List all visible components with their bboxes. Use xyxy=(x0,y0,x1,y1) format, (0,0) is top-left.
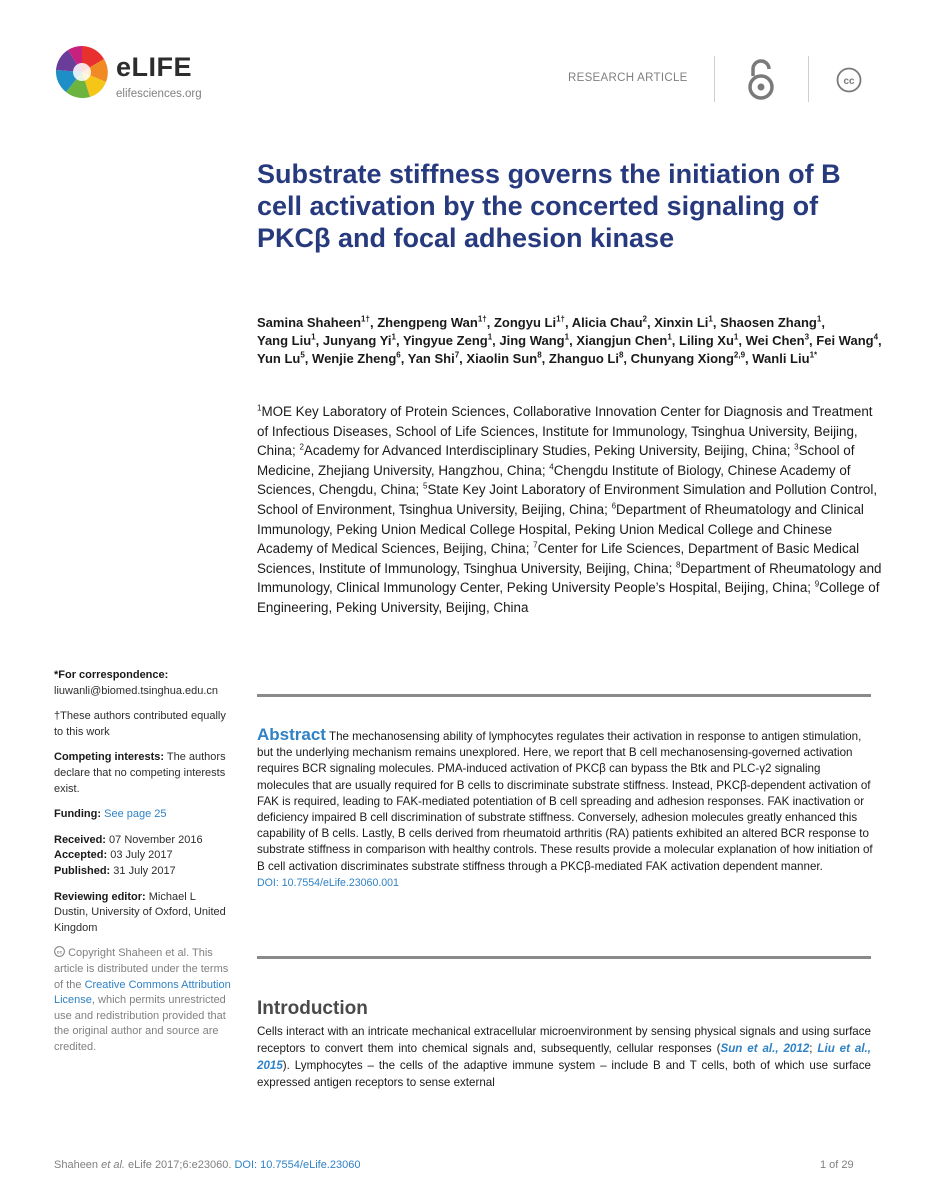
author-name[interactable]: Wenjie Zheng xyxy=(312,351,397,366)
author-affiliation-marker: 1 xyxy=(816,314,822,324)
header-divider xyxy=(808,56,809,102)
article-sidebar xyxy=(54,668,232,1065)
footer-etal: et al. xyxy=(101,1159,125,1171)
creative-commons-icon[interactable] xyxy=(836,67,862,93)
published-label: Published: xyxy=(54,864,111,877)
funding-link[interactable]: See page 25 xyxy=(104,808,167,821)
author-name[interactable]: Yang Liu xyxy=(257,333,312,348)
elife-logo[interactable] xyxy=(54,44,204,106)
abstract-doi-link[interactable]: DOI: 10.7554/eLife.23060.001 xyxy=(257,876,399,889)
affiliation-marker: 1 xyxy=(257,403,262,413)
author-name[interactable]: Samina Shaheen xyxy=(257,315,362,330)
correspondence xyxy=(54,668,232,699)
affiliation-text: School of Medicine, Zhejiang University, Hangzhou, China; xyxy=(257,443,855,478)
author-list: Samina Shaheen$^{1\dagger}$, Zhengpeng Wan$^{1\dagger}$, Zongyu $Li^{1\dagger}$, Alicia Chau$^2$, Xinxin Li$^1$, Shaosen Zhang$^1$, Yang Liu$^1$, Junyang Yi$^1$, Yingyue Zeng$^1$, Jing Wang$^1$, Xiangjun Chen$^1$, Liling Xu$^1$, Wei Chen$^3$, Fei Wang$^4$, Yun Lu$^5$, Wenjie Zheng$^6$, Yan Shi$^7$, Xiaolin Sun$^8$, Zhanguo Li$^8$, Chunyang Xiong$^{2,9}$, Wanli Liu$^{1*}$ xyxy=(257,314,882,366)
competing-interests xyxy=(54,750,232,797)
accepted-date: 03 July 2017 xyxy=(110,849,173,862)
intro-text-separator: ; xyxy=(809,1042,818,1055)
author-affiliation-marker: 1 xyxy=(564,332,570,342)
logo-name: eLIFE xyxy=(116,52,193,82)
author-affiliation-marker: 6 xyxy=(396,350,401,360)
author-name[interactable]: Wei Chen xyxy=(745,333,805,348)
author-name[interactable]: Alicia Chau xyxy=(571,315,643,330)
equal-contribution-note: †These authors contributed equally to this work xyxy=(54,710,226,738)
author-affiliation-marker: 1 xyxy=(733,332,739,342)
footer-doi-link[interactable]: DOI: 10.7554/eLife.23060 xyxy=(234,1159,361,1171)
affiliation-marker: 9 xyxy=(814,579,820,589)
affiliation-text: Academy for Advanced Interdisciplinary Studies, Peking University, Beijing, China; xyxy=(303,443,791,459)
author-name[interactable]: Wanli Liu xyxy=(752,351,810,366)
author-name[interactable]: Zongyu Li xyxy=(493,315,557,330)
competing-value: The authors declare that no competing interests exist. xyxy=(54,751,226,795)
author-affiliation-marker: 3 xyxy=(804,332,810,342)
affiliation-list xyxy=(257,402,882,618)
article-title: Substrate stiffness governs the initiation of B cell activation by the concerted signaling of PKCβ and focal adhesion kinase xyxy=(257,159,841,253)
published-date: 31 July 2017 xyxy=(113,864,176,877)
author-name[interactable]: Xinxin Li xyxy=(654,315,709,330)
affiliation-text: MOE Key Laboratory of Protein Sciences, Collaborative Innovation Center for Diagnosis and Treatment of Infectious Diseases, School of Life Sciences, Institute for Immunology, Tsinghua University, Beijing, China; xyxy=(257,404,873,459)
editor-value: Michael L Dustin, University of Oxford, United Kingdom xyxy=(54,890,226,934)
author-name[interactable]: Zhengpeng Wan xyxy=(377,315,478,330)
author-affiliation-marker: 1 xyxy=(487,332,493,342)
received-date: 07 November 2016 xyxy=(109,833,203,846)
author-affiliation-marker: 8 xyxy=(537,350,542,360)
author-name[interactable]: Jing Wang xyxy=(499,333,565,348)
author-name[interactable]: Junyang Yi xyxy=(322,333,392,348)
section-divider xyxy=(257,694,871,697)
affiliation-text: Center for Life Sciences, Department of Basic Medical Sciences, Institute of Immunology, Tsinghua University, Beijing, China; xyxy=(257,541,860,576)
elife-logo-mark xyxy=(54,44,110,100)
affiliation-marker: 2 xyxy=(299,442,304,452)
copyright-text-end: , which permits unrestricted use and redistribution provided that the original author and source are credited. xyxy=(54,994,226,1053)
author-affiliation-marker: 7 xyxy=(454,350,460,360)
editor-label: Reviewing editor: xyxy=(54,890,146,903)
intro-text-part: ). Lymphocytes – the cells of the adaptive immune system – include B and T cells, both of which use surface expressed antigen receptors to sense external xyxy=(257,1059,871,1089)
author-name[interactable]: Shaosen Zhang xyxy=(720,315,817,330)
affiliation-text: Chengdu Institute of Biology, Chinese Academy of Sciences, Chengdu, China; xyxy=(257,462,851,498)
author-name[interactable]: Zhanguo Li xyxy=(548,351,619,366)
author-name[interactable]: Fei Wang xyxy=(816,333,874,348)
reviewing-editor xyxy=(54,890,232,937)
copyright-text: Copyright Shaheen et al. This article is distributed under the terms of the xyxy=(54,947,229,991)
footer-journal: eLife 2017;6:e23060. xyxy=(128,1159,232,1171)
affiliation-marker: 4 xyxy=(549,462,554,472)
svg-text:cc: cc xyxy=(56,949,63,955)
correspondence-email[interactable]: liuwanli@biomed.tsinghua.edu.cn xyxy=(54,684,219,697)
author-affiliation-marker: 1 xyxy=(391,332,396,342)
received-label: Received: xyxy=(54,833,106,846)
author-name[interactable]: Yan Shi xyxy=(407,351,455,366)
copyright xyxy=(54,946,232,1055)
affiliation-marker: 3 xyxy=(794,442,799,452)
author-name[interactable]: Chunyang Xiong xyxy=(630,351,734,366)
affiliation-text: Department of Rheumatology and Immunology, Clinical Immunology Center, Peking University People’s Hospital, Beijing, China; xyxy=(257,560,882,596)
abstract-text: The mechanosensing ability of lymphocytes regulates their activation in response to antigen stimulation, but the underlying mechanism remains unexplored. Here, we report that B cell mechanosensing-governed activation requires BCR signaling molecules. PMA-induced activation of PKCβ can bypass the Btk and PLC-γ2 signaling molecules that are usually required for B cells to discriminate substrate stiffness. Instead, PKCβ-dependent activation of FAK is required, leading to FAK-mediated potentiation of B cell spreading and adhesion responses. FAK inactivation or deficiency impaired B cell discrimination of substrate stiffness. Conversely, adhesion molecules greatly enhanced this capability of B cells. Lastly, B cells derived from rheumatoid arthritis (RA) patients exhibited an altered BCR response to substrate stiffness in comparison with healthy controls. These results provide a molecular explanation of how initiation of B cell activation discriminates substrate stiffness through a PKCβ-mediated FAK activation dependent manner. xyxy=(257,730,873,873)
citation-link[interactable]: Liu et al., 2015 xyxy=(257,1042,871,1072)
author-affiliation-marker: 1* xyxy=(809,350,818,360)
affiliation-text: State Key Joint Laboratory of Environment Simulation and Pollution Control, School of Environment, Tsinghua University, Beijing, China; xyxy=(257,482,878,517)
author-affiliation-marker: 2 xyxy=(642,314,647,324)
license-link[interactable]: Creative Commons Attribution License xyxy=(54,978,231,1007)
section-divider xyxy=(257,956,871,959)
svg-text:cc: cc xyxy=(843,76,855,87)
introduction-heading: Introduction xyxy=(257,998,368,1019)
author-name[interactable]: Liling Xu xyxy=(679,333,734,348)
affiliation-marker: 7 xyxy=(533,540,538,550)
affiliation-marker: 8 xyxy=(676,560,681,570)
correspondence-label: *For correspondence: xyxy=(54,669,169,681)
intro-text-part: Cells interact with an intricate mechanical extracellular microenvironment by sensing physical signals and using surface receptors to convert them into chemical signals and, subsequently, cellular responses ( xyxy=(257,1025,871,1055)
abstract-heading: Abstract xyxy=(257,725,326,744)
creative-commons-small-icon xyxy=(54,946,65,957)
funding xyxy=(54,807,232,823)
author-name[interactable]: Yun Lu xyxy=(257,351,301,366)
author-affiliation-marker: 5 xyxy=(300,350,305,360)
author-affiliation-marker: 1 xyxy=(708,314,713,324)
accepted-label: Accepted: xyxy=(54,849,108,862)
competing-label: Competing interests: xyxy=(54,751,165,764)
author-affiliation-marker: 1† xyxy=(361,314,370,324)
author-name[interactable]: Xiangjun Chen xyxy=(576,333,668,348)
author-name[interactable]: Yingyue Zeng xyxy=(402,333,488,348)
funding-label: Funding: xyxy=(54,808,102,821)
affiliation-marker: 6 xyxy=(611,501,617,511)
citation-link[interactable]: Sun et al., 2012 xyxy=(720,1042,810,1055)
logo-url: elifesciences.org xyxy=(116,88,202,100)
page-number: 1 of 29 xyxy=(820,1159,854,1171)
footer-citation xyxy=(54,1159,360,1171)
footer-author: Shaheen xyxy=(54,1159,99,1171)
author-affiliation-marker: 1 xyxy=(667,332,672,342)
author-affiliation-marker: 1† xyxy=(556,314,565,324)
author-affiliation-marker: 2,9 xyxy=(733,350,746,360)
affiliation-text: Department of Rheumatology and Clinical Immunology, Peking Union Medical College Hospital, Peking Union Medical College and Chinese Academy of Medical Sciences, Beijing, China; xyxy=(257,501,864,557)
author-affiliation-marker: 4 xyxy=(873,332,879,342)
open-access-icon[interactable] xyxy=(744,58,778,100)
abstract xyxy=(257,727,874,891)
author-name[interactable]: Xiaolin Sun xyxy=(466,351,538,366)
author-affiliation-marker: 1† xyxy=(477,314,487,324)
dates xyxy=(54,833,232,880)
introduction-text xyxy=(257,1023,871,1091)
header-divider xyxy=(714,56,715,102)
author-affiliation-marker: 8 xyxy=(618,350,624,360)
affiliation-text: College of Engineering, Peking University, Beijing, China xyxy=(257,580,880,615)
affiliation-marker: 5 xyxy=(423,481,428,491)
article-type: RESEARCH ARTICLE xyxy=(568,72,688,84)
author-affiliation-marker: 1 xyxy=(311,332,316,342)
